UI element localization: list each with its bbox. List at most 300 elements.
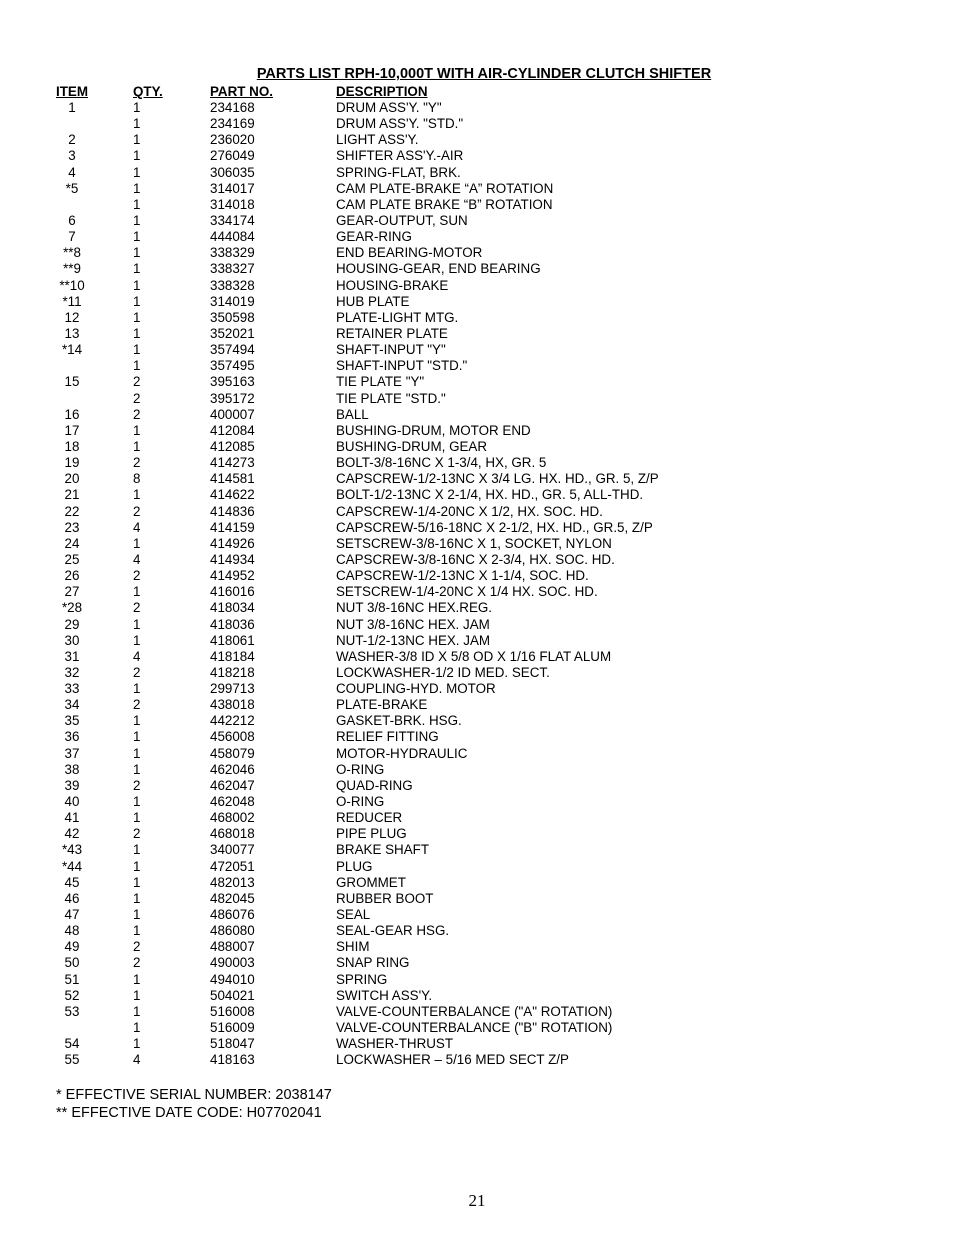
table-row: [0, 633, 954, 649]
qty-cell: 1: [133, 309, 141, 325]
item-cell: 15: [64, 374, 80, 390]
description-cell: SPRING-FLAT, BRK.: [336, 164, 461, 180]
description-cell: CAPSCREW-1/2-13NC X 3/4 LG. HX. HD., GR. 5, Z/P: [336, 471, 659, 487]
item-cell: 51: [64, 971, 80, 987]
item-cell: 31: [64, 648, 80, 664]
item-cell: 22: [64, 503, 80, 519]
table-row: [0, 294, 954, 310]
item-cell: **10: [59, 277, 85, 293]
qty-cell: 1: [133, 229, 141, 245]
part-no-cell: 418163: [210, 1052, 255, 1068]
part-no-cell: 418218: [210, 664, 255, 680]
description-cell: SHIM: [336, 939, 370, 955]
qty-cell: 1: [133, 987, 141, 1003]
qty-cell: 1: [133, 713, 141, 729]
description-cell: CAM PLATE BRAKE “B” ROTATION: [336, 196, 553, 212]
item-cell: **8: [63, 245, 81, 261]
part-no-cell: 234168: [210, 100, 255, 115]
item-cell: 23: [64, 519, 80, 535]
qty-cell: 1: [133, 1036, 141, 1052]
table-row: [0, 504, 954, 520]
part-no-cell: 482045: [210, 890, 255, 906]
qty-cell: 1: [133, 164, 141, 180]
table-row: [0, 1004, 954, 1020]
table-row: [0, 536, 954, 552]
description-cell: PLATE-BRAKE: [336, 697, 428, 713]
table-row: [0, 1020, 954, 1036]
table-row: [0, 471, 954, 487]
qty-cell: 4: [133, 551, 141, 567]
table-row: [0, 568, 954, 584]
qty-cell: 1: [133, 842, 141, 858]
description-cell: GEAR-RING: [336, 229, 412, 245]
qty-cell: 1: [133, 277, 141, 293]
qty-cell: 1: [133, 584, 141, 600]
part-no-cell: 504021: [210, 987, 255, 1003]
item-cell: 53: [64, 1003, 80, 1019]
description-cell: CAM PLATE-BRAKE “A” ROTATION: [336, 180, 554, 196]
part-no-cell: 338328: [210, 277, 255, 293]
description-cell: NUT 3/8-16NC HEX.REG.: [336, 600, 493, 616]
description-cell: RUBBER BOOT: [336, 890, 434, 906]
description-cell: MOTOR-HYDRAULIC: [336, 745, 468, 761]
part-no-cell: 338327: [210, 261, 255, 277]
item-cell: 4: [68, 164, 76, 180]
qty-cell: 8: [133, 471, 141, 487]
item-cell: 34: [64, 697, 80, 713]
description-cell: END BEARING-MOTOR: [336, 245, 483, 261]
item-cell: 17: [64, 422, 80, 438]
part-no-cell: 458079: [210, 745, 255, 761]
table-row: [0, 746, 954, 762]
table-row: [0, 939, 954, 955]
description-cell: SNAP RING: [336, 955, 410, 971]
qty-cell: 2: [133, 374, 141, 390]
description-cell: VALVE-COUNTERBALANCE ("A" ROTATION): [336, 1003, 613, 1019]
table-row: [0, 665, 954, 681]
description-cell: SHAFT-INPUT "STD.": [336, 358, 468, 374]
item-cell: 35: [64, 713, 80, 729]
part-no-cell: 236020: [210, 132, 255, 148]
qty-cell: 1: [133, 100, 141, 115]
part-no-cell: 494010: [210, 971, 255, 987]
item-cell: 52: [64, 987, 80, 1003]
description-cell: TIE PLATE "STD.": [336, 390, 446, 406]
description-cell: CAPSCREW-1/4-20NC X 1/2, HX. SOC. HD.: [336, 503, 603, 519]
item-cell: 30: [64, 632, 80, 648]
table-row: [0, 778, 954, 794]
qty-cell: 1: [133, 148, 141, 164]
item-cell: 39: [64, 777, 80, 793]
qty-cell: 2: [133, 777, 141, 793]
part-no-cell: 442212: [210, 713, 255, 729]
part-no-cell: 395172: [210, 390, 255, 406]
qty-cell: 1: [133, 874, 141, 890]
table-row: [0, 649, 954, 665]
table-row: [0, 326, 954, 342]
part-no-cell: 438018: [210, 697, 255, 713]
description-cell: BUSHING-DRUM, GEAR: [336, 438, 488, 454]
part-no-cell: 462047: [210, 777, 255, 793]
description-cell: SHIFTER ASS'Y.-AIR: [336, 148, 464, 164]
page-title: PARTS LIST RPH-10,000T WITH AIR-CYLINDER CLUTCH SHIFTER: [256, 66, 712, 82]
item-cell: 55: [64, 1052, 80, 1068]
item-cell: 25: [64, 551, 80, 567]
header-description: DESCRIPTION: [336, 84, 428, 99]
header-qty: QTY.: [133, 84, 163, 99]
description-cell: SETSCREW-1/4-20NC X 1/4 HX. SOC. HD.: [336, 584, 598, 600]
qty-cell: 1: [133, 923, 141, 939]
part-no-cell: 516009: [210, 1020, 255, 1036]
table-row: [0, 729, 954, 745]
qty-cell: 1: [133, 212, 141, 228]
description-cell: TIE PLATE "Y": [336, 374, 425, 390]
table-row: [0, 116, 954, 132]
part-no-cell: 334174: [210, 212, 255, 228]
footnote-serial: * EFFECTIVE SERIAL NUMBER: 2038147: [56, 1087, 332, 1103]
table-row: [0, 165, 954, 181]
description-cell: BRAKE SHAFT: [336, 842, 430, 858]
description-cell: NUT 3/8-16NC HEX. JAM: [336, 616, 490, 632]
part-no-cell: 488007: [210, 939, 255, 955]
table-row: [0, 762, 954, 778]
item-cell: 27: [64, 584, 80, 600]
description-cell: WASHER-3/8 ID X 5/8 OD X 1/16 FLAT ALUM: [336, 648, 612, 664]
qty-cell: 1: [133, 616, 141, 632]
description-cell: HOUSING-GEAR, END BEARING: [336, 261, 541, 277]
description-cell: WASHER-THRUST: [336, 1036, 454, 1052]
item-cell: 2: [68, 132, 76, 148]
qty-cell: 1: [133, 196, 141, 212]
table-row: [0, 713, 954, 729]
part-no-cell: 490003: [210, 955, 255, 971]
parts-table: [0, 100, 954, 1068]
table-row: [0, 955, 954, 971]
description-cell: SHAFT-INPUT "Y": [336, 342, 446, 358]
table-row: [0, 229, 954, 245]
part-no-cell: 462048: [210, 794, 255, 810]
item-cell: 48: [64, 923, 80, 939]
item-cell: **9: [63, 261, 81, 277]
qty-cell: 1: [133, 487, 141, 503]
description-cell: HOUSING-BRAKE: [336, 277, 449, 293]
qty-cell: 2: [133, 939, 141, 955]
item-cell: 50: [64, 955, 80, 971]
part-no-cell: 299713: [210, 681, 255, 697]
description-cell: HUB PLATE: [336, 293, 410, 309]
table-row: [0, 875, 954, 891]
qty-cell: 2: [133, 455, 141, 471]
part-no-cell: 456008: [210, 729, 255, 745]
description-cell: DRUM ASS'Y. "Y": [336, 100, 442, 115]
part-no-cell: 418036: [210, 616, 255, 632]
part-no-cell: 357495: [210, 358, 255, 374]
part-no-cell: 412085: [210, 438, 255, 454]
table-row: [0, 439, 954, 455]
description-cell: PLATE-LIGHT MTG.: [336, 309, 459, 325]
part-no-cell: 414581: [210, 471, 255, 487]
qty-cell: 1: [133, 858, 141, 874]
qty-cell: 1: [133, 325, 141, 341]
table-row: [0, 584, 954, 600]
description-cell: GEAR-OUTPUT, SUN: [336, 212, 468, 228]
part-no-cell: 400007: [210, 406, 255, 422]
qty-cell: 2: [133, 568, 141, 584]
description-cell: QUAD-RING: [336, 777, 413, 793]
qty-cell: 1: [133, 293, 141, 309]
item-cell: 42: [64, 826, 80, 842]
part-no-cell: 444084: [210, 229, 255, 245]
qty-cell: 1: [133, 438, 141, 454]
item-cell: 29: [64, 616, 80, 632]
table-row: [0, 794, 954, 810]
qty-cell: 1: [133, 729, 141, 745]
item-cell: *43: [61, 842, 83, 858]
description-cell: SETSCREW-3/8-16NC X 1, SOCKET, NYLON: [336, 535, 612, 551]
description-cell: SEAL-GEAR HSG.: [336, 923, 450, 939]
table-row: [0, 391, 954, 407]
table-row: [0, 278, 954, 294]
description-cell: BALL: [336, 406, 369, 422]
table-row: [0, 423, 954, 439]
qty-cell: 2: [133, 503, 141, 519]
table-row: [0, 261, 954, 277]
part-no-cell: 314017: [210, 180, 255, 196]
description-cell: COUPLING-HYD. MOTOR: [336, 681, 496, 697]
table-row: [0, 310, 954, 326]
table-row: [0, 923, 954, 939]
item-cell: 37: [64, 745, 80, 761]
qty-cell: 1: [133, 535, 141, 551]
header-part-no: PART NO.: [210, 84, 273, 99]
table-row: [0, 617, 954, 633]
description-cell: PLUG: [336, 858, 373, 874]
item-cell: 19: [64, 455, 80, 471]
part-no-cell: 340077: [210, 842, 255, 858]
table-row: [0, 810, 954, 826]
item-cell: 18: [64, 438, 80, 454]
header-item: ITEM: [56, 84, 88, 99]
table-row: [0, 407, 954, 423]
item-cell: 3: [68, 148, 76, 164]
table-row: [0, 132, 954, 148]
table-row: [0, 1052, 954, 1068]
item-cell: 21: [64, 487, 80, 503]
qty-cell: 1: [133, 358, 141, 374]
part-no-cell: 414926: [210, 535, 255, 551]
item-cell: 7: [68, 229, 76, 245]
table-row: [0, 1036, 954, 1052]
qty-cell: 1: [133, 180, 141, 196]
part-no-cell: 395163: [210, 374, 255, 390]
qty-cell: 1: [133, 761, 141, 777]
part-no-cell: 338329: [210, 245, 255, 261]
table-row: [0, 487, 954, 503]
description-cell: BUSHING-DRUM, MOTOR END: [336, 422, 531, 438]
description-cell: SEAL: [336, 907, 371, 923]
description-cell: RETAINER PLATE: [336, 325, 448, 341]
description-cell: O-RING: [336, 794, 385, 810]
description-cell: BOLT-3/8-16NC X 1-3/4, HX, GR. 5: [336, 455, 547, 471]
qty-cell: 1: [133, 745, 141, 761]
part-no-cell: 418034: [210, 600, 255, 616]
part-no-cell: 276049: [210, 148, 255, 164]
item-cell: 54: [64, 1036, 80, 1052]
qty-cell: 2: [133, 826, 141, 842]
table-row: [0, 859, 954, 875]
part-no-cell: 414159: [210, 519, 255, 535]
description-cell: NUT-1/2-13NC HEX. JAM: [336, 632, 491, 648]
part-no-cell: 468002: [210, 810, 255, 826]
item-cell: *28: [61, 600, 83, 616]
description-cell: CAPSCREW-3/8-16NC X 2-3/4, HX. SOC. HD.: [336, 551, 615, 567]
qty-cell: 1: [133, 1003, 141, 1019]
item-cell: 45: [64, 874, 80, 890]
part-no-cell: 350598: [210, 309, 255, 325]
qty-cell: 1: [133, 132, 141, 148]
table-row: [0, 213, 954, 229]
table-row: [0, 100, 954, 116]
qty-cell: 1: [133, 890, 141, 906]
table-row: [0, 907, 954, 923]
part-no-cell: 416016: [210, 584, 255, 600]
part-no-cell: 414934: [210, 551, 255, 567]
description-cell: DRUM ASS'Y. "STD.": [336, 116, 464, 132]
footnote-date-code: ** EFFECTIVE DATE CODE: H07702041: [56, 1105, 322, 1121]
table-row: [0, 891, 954, 907]
item-cell: 24: [64, 535, 80, 551]
part-no-cell: 314018: [210, 196, 255, 212]
part-no-cell: 414952: [210, 568, 255, 584]
table-row: [0, 552, 954, 568]
item-cell: 6: [68, 212, 76, 228]
part-no-cell: 314019: [210, 293, 255, 309]
part-no-cell: 482013: [210, 874, 255, 890]
qty-cell: 1: [133, 245, 141, 261]
part-no-cell: 418184: [210, 648, 255, 664]
qty-cell: 2: [133, 697, 141, 713]
table-row: [0, 972, 954, 988]
qty-cell: 1: [133, 422, 141, 438]
description-cell: SPRING: [336, 971, 388, 987]
part-no-cell: 412084: [210, 422, 255, 438]
part-no-cell: 486080: [210, 923, 255, 939]
item-cell: 36: [64, 729, 80, 745]
part-no-cell: 516008: [210, 1003, 255, 1019]
footnotes: [56, 1086, 332, 1122]
table-row: [0, 988, 954, 1004]
description-cell: CAPSCREW-5/16-18NC X 2-1/2, HX. HD., GR.5, Z/P: [336, 519, 653, 535]
item-cell: *5: [65, 180, 79, 196]
item-cell: 49: [64, 939, 80, 955]
part-no-cell: 414273: [210, 455, 255, 471]
part-no-cell: 472051: [210, 858, 255, 874]
description-cell: BOLT-1/2-13NC X 2-1/4, HX. HD., GR. 5, ALL-THD.: [336, 487, 644, 503]
qty-cell: 1: [133, 1020, 141, 1036]
item-cell: 47: [64, 907, 80, 923]
qty-cell: 1: [133, 681, 141, 697]
qty-cell: 2: [133, 955, 141, 971]
part-no-cell: 486076: [210, 907, 255, 923]
description-cell: SWITCH ASS'Y.: [336, 987, 433, 1003]
qty-cell: 2: [133, 664, 141, 680]
item-cell: 13: [64, 325, 80, 341]
qty-cell: 1: [133, 116, 141, 132]
description-cell: REDUCER: [336, 810, 403, 826]
qty-cell: 4: [133, 648, 141, 664]
description-cell: VALVE-COUNTERBALANCE ("B" ROTATION): [336, 1020, 613, 1036]
description-cell: LOCKWASHER-1/2 ID MED. SECT.: [336, 664, 550, 680]
qty-cell: 1: [133, 261, 141, 277]
part-no-cell: 306035: [210, 164, 255, 180]
description-cell: RELIEF FITTING: [336, 729, 439, 745]
part-no-cell: 462046: [210, 761, 255, 777]
part-no-cell: 357494: [210, 342, 255, 358]
description-cell: O-RING: [336, 761, 385, 777]
table-row: [0, 600, 954, 616]
part-no-cell: 352021: [210, 325, 255, 341]
table-row: [0, 455, 954, 471]
part-no-cell: 414836: [210, 503, 255, 519]
item-cell: 33: [64, 681, 80, 697]
description-cell: PIPE PLUG: [336, 826, 407, 842]
table-row: [0, 245, 954, 261]
description-cell: GROMMET: [336, 874, 406, 890]
description-cell: LIGHT ASS'Y.: [336, 132, 419, 148]
item-cell: *44: [61, 858, 83, 874]
item-cell: *11: [62, 293, 82, 309]
table-row: [0, 520, 954, 536]
qty-cell: 4: [133, 519, 141, 535]
table-row: [0, 148, 954, 164]
part-no-cell: 518047: [210, 1036, 255, 1052]
qty-cell: 1: [133, 971, 141, 987]
item-cell: 38: [64, 761, 80, 777]
page-number: 21: [468, 1191, 486, 1210]
table-row: [0, 197, 954, 213]
item-cell: 40: [64, 794, 80, 810]
item-cell: 32: [64, 664, 80, 680]
table-row: [0, 697, 954, 713]
part-no-cell: 468018: [210, 826, 255, 842]
item-cell: *14: [61, 342, 83, 358]
qty-cell: 4: [133, 1052, 141, 1068]
qty-cell: 1: [133, 907, 141, 923]
item-cell: 20: [64, 471, 80, 487]
qty-cell: 1: [133, 810, 141, 826]
item-cell: 41: [64, 810, 80, 826]
item-cell: 16: [64, 406, 80, 422]
item-cell: 12: [64, 309, 80, 325]
part-no-cell: 418061: [210, 632, 255, 648]
qty-cell: 2: [133, 600, 141, 616]
item-cell: 1: [68, 100, 76, 115]
table-row: [0, 358, 954, 374]
qty-cell: 2: [133, 406, 141, 422]
part-no-cell: 234169: [210, 116, 255, 132]
description-cell: CAPSCREW-1/2-13NC X 1-1/4, SOC. HD.: [336, 568, 589, 584]
description-cell: GASKET-BRK. HSG.: [336, 713, 462, 729]
table-row: [0, 681, 954, 697]
qty-cell: 1: [133, 794, 141, 810]
qty-cell: 2: [133, 390, 141, 406]
table-row: [0, 374, 954, 390]
table-row: [0, 342, 954, 358]
part-no-cell: 414622: [210, 487, 255, 503]
qty-cell: 1: [133, 632, 141, 648]
item-cell: 46: [64, 890, 80, 906]
table-row: [0, 842, 954, 858]
